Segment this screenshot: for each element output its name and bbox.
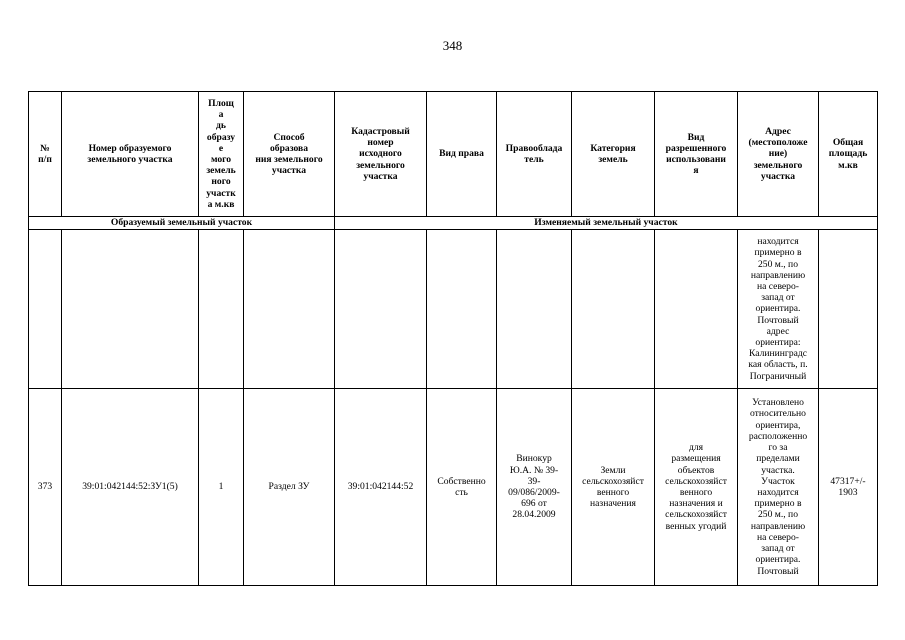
section-row [29,217,878,230]
right-type-cell: Собственно сть [427,389,497,586]
table-row [29,230,878,389]
header-plot-area: Площ а дь образу е мого земель ного участк а м.кв [199,92,244,217]
row-number-cell: 373 [29,389,62,586]
header-total-area: Общая площадь м.кв [819,92,878,217]
header-right-type: Вид права [427,92,497,217]
table-cell [819,230,878,389]
header-land-category: Категория земель [572,92,655,217]
header-formation-method: Способ образова ния земельного участка [244,92,335,217]
section-formed-plot: Образуемый земельный участок [29,217,335,230]
address-cell: Установлено относительно ориентира, расположенно го за пределами участка. Участок находится примерно в 250 м., по направлению на северо- запад от ориентира. Почтовый [738,389,819,586]
header-cadastral-number: Кадастровый номер исходного земельного участка [335,92,427,217]
address-cell: находится примерно в 250 м., по направлению на северо- запад от ориентира. Почтовый адрес ориентира: Калининградс кая область, п. Пограничный [738,230,819,389]
header-permitted-use: Вид разрешенного использовани я [655,92,738,217]
section-modified-plot: Изменяемый земельный участок [335,217,878,230]
table-cell [427,230,497,389]
page-number: 348 [442,38,463,53]
total-area-cell: 47317+/- 1903 [819,389,878,586]
header-address: Адрес (местоположе ние) земельного участка [738,92,819,217]
header-right-holder: Правооблада тель [497,92,572,217]
plot-number-cell: 39:01:042144:52:ЗУ1(5) [62,389,199,586]
table-cell [29,230,62,389]
table-cell [199,230,244,389]
permitted-use-cell: для размещения объектов сельскохозяйст венного назначения и сельскохозяйст венных угодий [655,389,738,586]
table-cell [572,230,655,389]
table-cell [497,230,572,389]
formation-method-cell: Раздел ЗУ [244,389,335,586]
table-cell [62,230,199,389]
plot-area-cell: 1 [199,389,244,586]
header-row [29,92,878,217]
table-cell [244,230,335,389]
table-row [29,389,878,586]
header-plot-number: Номер образуемого земельного участка [62,92,199,217]
right-holder-cell: Винокур Ю.А. № 39- 39- 09/086/2009- 696 от 28.04.2009 [497,389,572,586]
cadastral-number-cell: 39:01:042144:52 [335,389,427,586]
table-cell [335,230,427,389]
land-plot-table [28,91,878,586]
header-number: № п/п [29,92,62,217]
land-category-cell: Земли сельскохозяйст венного назначения [572,389,655,586]
table-cell [655,230,738,389]
